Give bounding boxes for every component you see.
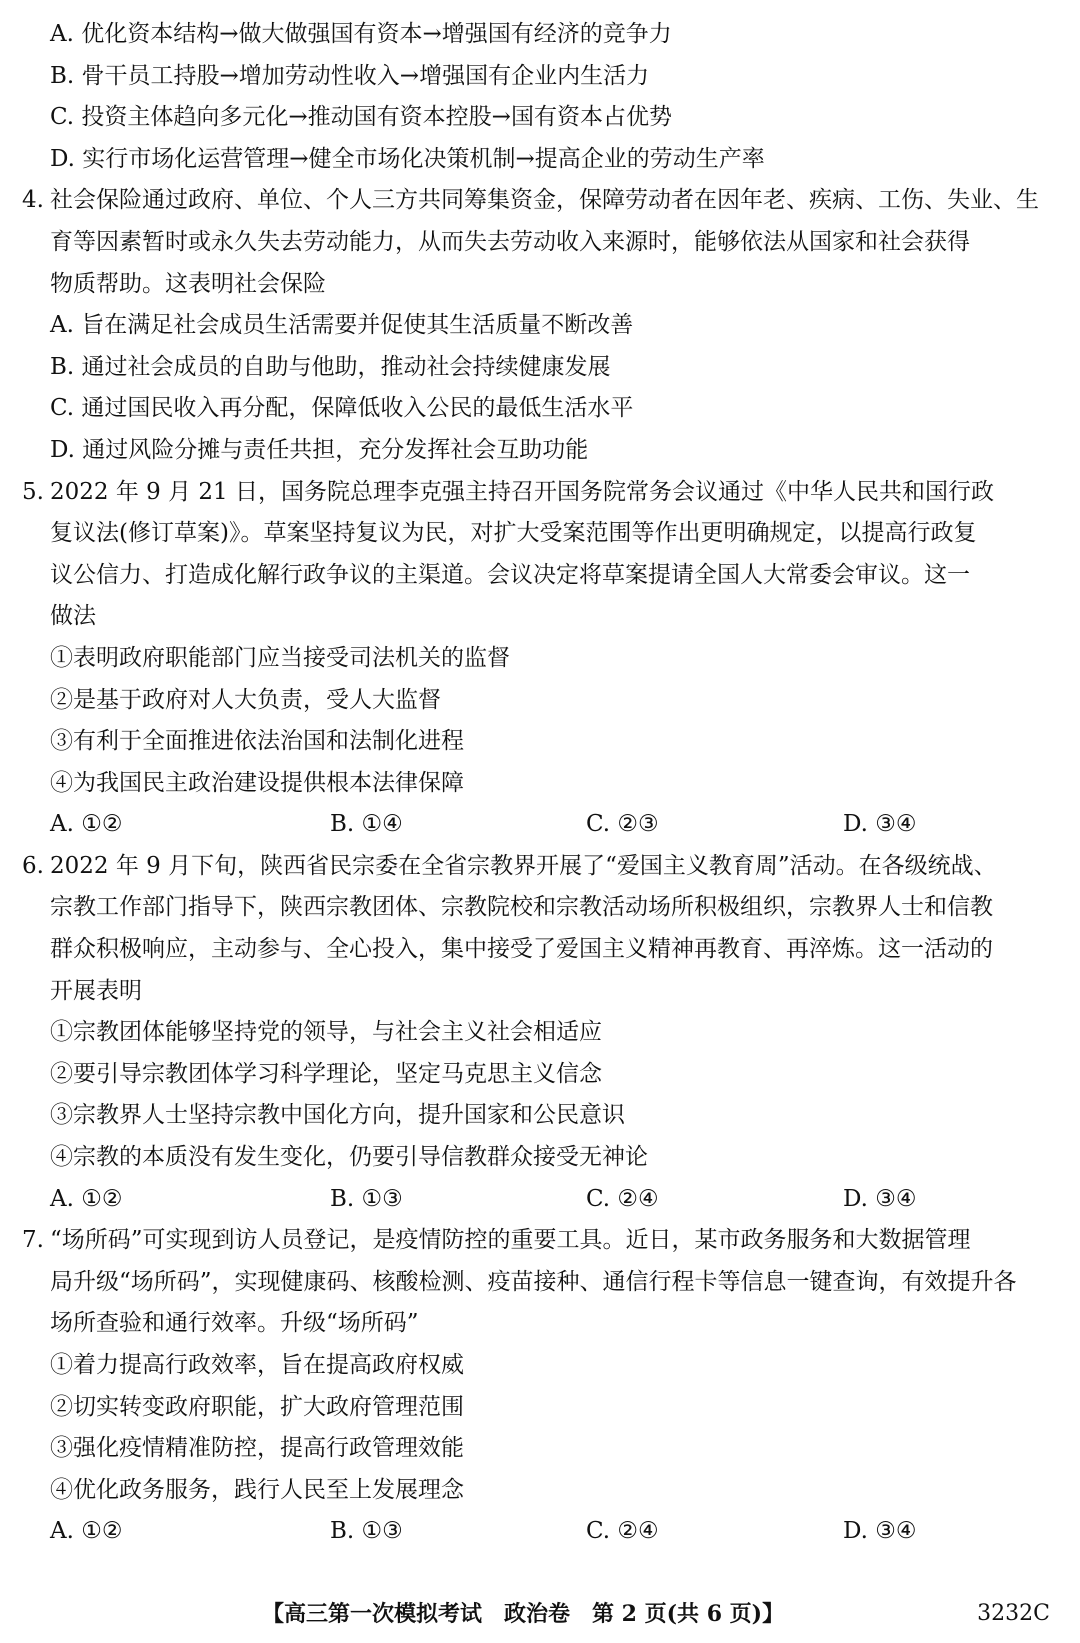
footer-code: 3232C <box>977 1601 1050 1626</box>
q5-choice-b: B. ①④ <box>330 811 403 838</box>
q7-stem-line-1: 7. “场所码”可实现到访人员登记，是疫情防控的重要工具。近日，某市政务服务和大数据管理 <box>0 1220 1080 1262</box>
q6-item-4: ④宗教的本质没有发生变化，仍要引导信教群众接受无神论 <box>50 1144 648 1171</box>
q4-option-a: A. 旨在满足社会成员生活需要并促使其生活质量不断改善 <box>50 312 634 339</box>
q6-stem-line-1: 6. 2022 年 9 月下旬，陕西省民宗委在全省宗教界开展了“爱国主义教育周”活动。在各级统战、 <box>0 846 1080 888</box>
q3-option-d: D. 实行市场化运营管理→健全市场化决策机制→提高企业的劳动生产率 <box>50 145 765 172</box>
q5-item-1: ①表明政府职能部门应当接受司法机关的监督 <box>50 644 510 671</box>
q6-stem-line-3: 群众积极响应，主动参与、全心投入，集中接受了爱国主义精神再教育、再淬炼。这一活动的 <box>50 936 993 963</box>
q4-stem-line-3: 物质帮助。这表明社会保险 <box>50 270 326 297</box>
q5-item-4: ④为我国民主政治建设提供根本法律保障 <box>50 769 464 796</box>
q7-stem-line-2: 局升级“场所码”，实现健康码、核酸检测、疫苗接种、通信行程卡等信息一键查询，有效提升各 <box>50 1268 1017 1295</box>
q7-item-3: ③强化疫情精准防控，提高行政管理效能 <box>50 1435 464 1462</box>
q6-choices <box>0 1179 1080 1221</box>
q7-item-2: ②切实转变政府职能，扩大政府管理范围 <box>50 1393 464 1420</box>
page-content <box>0 14 1080 1553</box>
q6-item-1: ①宗教团体能够坚持党的领导，与社会主义社会相适应 <box>50 1019 602 1046</box>
q5-stem-line-1: 5. 2022 年 9 月 21 日，国务院总理李克强主持召开国务院常务会议通过《中华人民共和国行政 <box>0 472 1080 514</box>
q5-item-3: ③有利于全面推进依法治国和法制化进程 <box>50 728 464 755</box>
q7-choice-d: D. ③④ <box>843 1518 917 1545</box>
q6-choice-c: C. ②④ <box>586 1185 659 1212</box>
q4-option-c: C. 通过国民收入再分配，保障低收入公民的最低生活水平 <box>50 395 634 422</box>
q5-stem-line-4: 做法 <box>50 603 96 630</box>
q6-number: 6. <box>22 852 44 879</box>
footer-title: 【高三第一次模拟考试 政治卷 第 2 页(共 6 页)】 <box>262 1601 785 1627</box>
q6-item-2: ②要引导宗教团体学习科学理论，坚定马克思主义信念 <box>50 1060 602 1087</box>
q6-choice-b: B. ①③ <box>330 1185 403 1212</box>
q6-choice-a: A. ①② <box>50 1185 123 1212</box>
q3-option-a: A. 优化资本结构→做大做强国有资本→增强国有经济的竞争力 <box>50 21 672 47</box>
q7-choice-b: B. ①③ <box>330 1518 403 1545</box>
q5-stem-line-3: 议公信力、打造成化解行政争议的主渠道。会议决定将草案提请全国人大常委会审议。这一 <box>50 561 970 588</box>
q3-option-b: B. 骨干员工持股→增加劳动性收入→增强国有企业内生活力 <box>50 62 650 89</box>
q6-item-3: ③宗教界人士坚持宗教中国化方向，提升国家和公民意识 <box>50 1102 625 1129</box>
q7-choice-a: A. ①② <box>50 1518 123 1545</box>
q7-stem-line-3: 场所查验和通行效率。升级“场所码” <box>50 1310 419 1337</box>
q7-choice-c: C. ②④ <box>586 1518 659 1545</box>
q6-stem-line-4: 开展表明 <box>50 977 142 1004</box>
q4-number: 4. <box>22 187 44 214</box>
q7-number: 7. <box>22 1227 44 1254</box>
q5-number: 5. <box>22 478 44 505</box>
q7-item-4: ④优化政务服务，践行人民至上发展理念 <box>50 1476 464 1503</box>
q7-item-1: ①着力提高行政效率，旨在提高政府权威 <box>50 1352 464 1378</box>
q4-stem-line-1: 4. 社会保险通过政府、单位、个人三方共同筹集资金，保障劳动者在因年老、疾病、工伤、失业、生 <box>0 180 1080 222</box>
q5-choice-a: A. ①② <box>50 811 123 838</box>
q6-stem-line-2: 宗教工作部门指导下，陕西宗教团体、宗教院校和宗教活动场所积极组织，宗教界人士和信教 <box>50 894 993 921</box>
q4-option-b: B. 通过社会成员的自助与他助，推动社会持续健康发展 <box>50 353 611 380</box>
q4-option-d: D. 通过风险分摊与责任共担，充分发挥社会互助功能 <box>50 436 589 463</box>
q6-choice-d: D. ③④ <box>843 1185 917 1212</box>
q7-choices <box>0 1511 1080 1553</box>
page-footer <box>0 1598 1080 1630</box>
q5-item-2: ②是基于政府对人大负责，受人大监督 <box>50 686 441 713</box>
q5-stem-line-2: 复议法(修订草案)》。草案坚持复议为民，对扩大受案范围等作出更明确规定，以提高行政复 <box>50 520 977 547</box>
q3-option-c: C. 投资主体趋向多元化→推动国有资本控股→国有资本占优势 <box>50 104 672 131</box>
q4-stem-line-2: 育等因素暂时或永久失去劳动能力，从而失去劳动收入来源时，能够依法从国家和社会获得 <box>50 228 970 255</box>
q5-choices <box>0 804 1080 846</box>
q5-choice-c: C. ②③ <box>586 811 659 838</box>
q5-choice-d: D. ③④ <box>843 811 917 838</box>
